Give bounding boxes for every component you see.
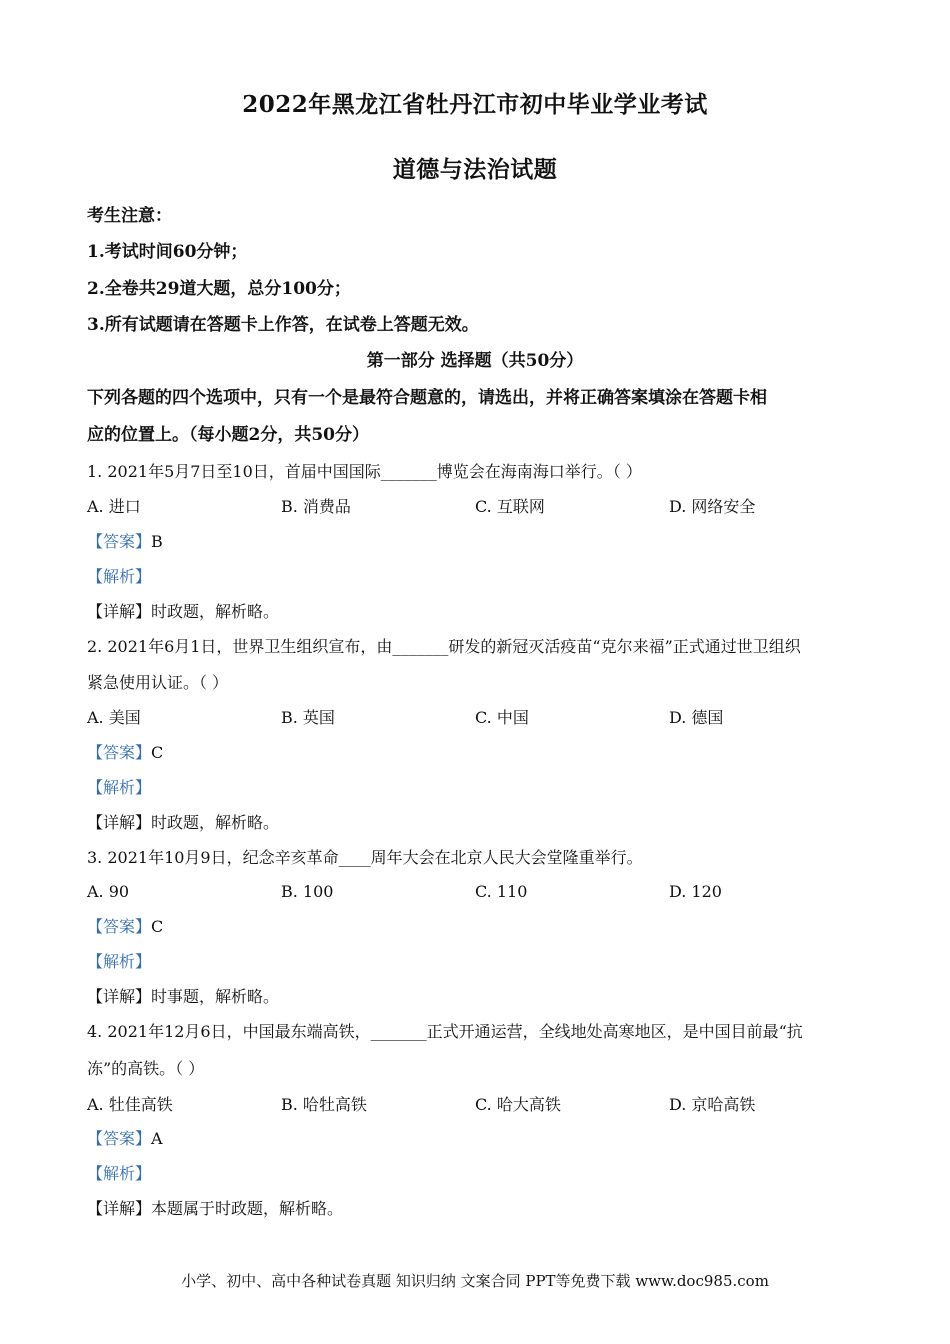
answer-value: A	[151, 1129, 163, 1148]
option-d: D. 120	[669, 882, 722, 901]
section-instruction: 下列各题的四个选项中，只有一个是最符合题意的，请选出，并将正确答案填涂在答题卡相	[87, 388, 767, 408]
option-a: A. 牡佳高铁	[87, 1095, 173, 1114]
notice-item: 3.所有试题请在答题卡上作答，在试卷上答题无效。	[87, 315, 479, 335]
detail-row	[87, 813, 867, 833]
answer-row	[87, 917, 867, 937]
question-stem-cont: 冻”的高铁。（ ）	[87, 1059, 205, 1078]
option-c: C. 中国	[475, 708, 529, 727]
option-c: C. 互联网	[475, 497, 545, 516]
detail-label: 【详解】	[87, 602, 152, 621]
question-stem: 4. 2021年12月6日，中国最东端高铁，_______正式开通运营，全线地处高寒地区，是中国目前最“抗	[87, 1022, 803, 1041]
detail-text: 本题属于时政题，解析略。	[151, 1199, 344, 1218]
detail-label: 【详解】	[87, 1199, 152, 1218]
answer-value: B	[151, 532, 163, 551]
option-b: B. 100	[281, 882, 334, 901]
answer-value: C	[151, 917, 164, 936]
option-b: B. 英国	[281, 708, 335, 727]
answer-label: 【答案】	[87, 917, 152, 936]
option-a: A. 美国	[87, 708, 141, 727]
option-b: B. 消费品	[281, 497, 351, 516]
option-d: D. 德国	[669, 708, 724, 727]
question-stem-cont: 紧急使用认证。（ ）	[87, 673, 229, 692]
option-d: D. 网络安全	[669, 497, 756, 516]
detail-row	[87, 1199, 867, 1219]
detail-label: 【详解】	[87, 987, 152, 1006]
option-c: C. 110	[475, 882, 528, 901]
option-b: B. 哈牡高铁	[281, 1095, 367, 1114]
option-a: A. 90	[87, 882, 130, 901]
answer-row	[87, 532, 867, 552]
detail-text: 时政题，解析略。	[151, 813, 280, 832]
exam-title: 2022年黑龙江省牡丹江市初中毕业学业考试	[242, 91, 708, 118]
section-instruction: 应的位置上。（每小题2分，共50分）	[87, 425, 369, 445]
answer-value: C	[151, 743, 164, 762]
detail-row	[87, 987, 867, 1007]
answer-row	[87, 1129, 867, 1149]
detail-text: 时事题，解析略。	[151, 987, 280, 1006]
page-footer: 小学、初中、高中各种试卷真题 知识归纳 文案合同 PPT等免费下载 www.doc985.com	[181, 1272, 769, 1290]
section-title: 第一部分 选择题（共50分）	[366, 351, 584, 371]
analysis-label: 【解析】	[87, 567, 152, 586]
option-a: A. 进口	[87, 497, 141, 516]
answer-row	[87, 743, 867, 763]
detail-text: 时政题，解析略。	[151, 602, 280, 621]
detail-row	[87, 602, 867, 622]
exam-subtitle: 道德与法治试题	[392, 156, 558, 183]
question-stem: 3. 2021年10月9日，纪念辛亥革命____周年大会在北京人民大会堂隆重举行。	[87, 848, 643, 867]
notice-heading: 考生注意：	[87, 206, 172, 226]
notice-item: 1.考试时间60分钟；	[87, 242, 248, 262]
analysis-label: 【解析】	[87, 1164, 152, 1183]
answer-label: 【答案】	[87, 743, 152, 762]
answer-label: 【答案】	[87, 532, 152, 551]
answer-label: 【答案】	[87, 1129, 152, 1148]
analysis-label: 【解析】	[87, 952, 152, 971]
question-stem: 1. 2021年5月7日至10日，首届中国国际_______博览会在海南海口举行。（ ）	[87, 462, 642, 481]
notice-item: 2.全卷共29道大题，总分100分；	[87, 279, 351, 299]
detail-label: 【详解】	[87, 813, 152, 832]
analysis-label: 【解析】	[87, 778, 152, 797]
option-c: C. 哈大高铁	[475, 1095, 561, 1114]
option-d: D. 京哈高铁	[669, 1095, 756, 1114]
question-stem: 2. 2021年6月1日，世界卫生组织宣布，由_______研发的新冠灭活疫苗“克尔来福”正式通过世卫组织	[87, 637, 801, 656]
